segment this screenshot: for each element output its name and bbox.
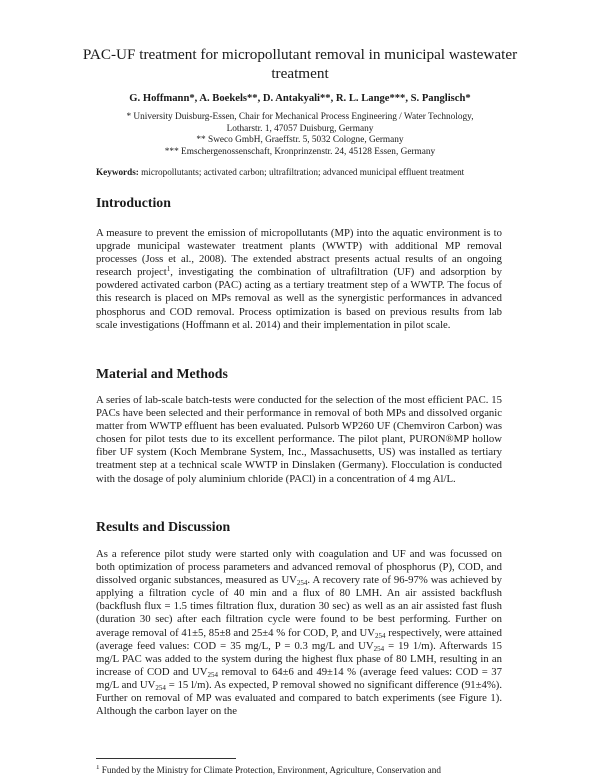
footnote-mark: 1 bbox=[96, 765, 100, 771]
footnote: $^1$ Funded by the Ministry for Climate Protection, Environment, Agriculture, Conservation and bbox=[96, 765, 441, 775]
affiliation-line: ** Sweco GmbH, Graeffstr. 5, 5032 Cologne, Germany bbox=[196, 135, 404, 145]
affiliation-line: * University Duisburg-Essen, Chair for Mechanical Process Engineering / Water Technology, bbox=[126, 112, 474, 122]
affiliation-line: Lotharstr. 1, 47057 Duisburg, Germany bbox=[226, 123, 374, 134]
affiliation-line: *** Emschergenossenschaft, Kronprinzenstr. 24, 45128 Essen, Germany bbox=[164, 146, 436, 157]
author-list: G. Hoffmann*, A. Boekels**, D. Antakyali**, R. L. Lange***, S. Panglisch* bbox=[129, 93, 471, 104]
results-heading: Results and Discussion bbox=[96, 519, 231, 534]
methods-heading: Material and Methods bbox=[96, 366, 228, 381]
results-paragraph: As a reference pilot study were started only with coagulation and UF and was focussed on both optimization of process parameters and advanced removal of phosphorus (P), COD, and dissolved organic substances, measured as $UV_{254}$. A recovery rate of 96-97% was achieved by applying a filtration cycle of 40 min and a flux of 80 LMH. An air assisted backflush (backflush flux = 1.5 times filtration flux, duration 30 sec) as well as an air assisted fast flush (duration 30 sec) after each filtration cycle were found to be best performing. Further on average removal of 41±5, 85±8 and 25±4 % for COD, P, and $UV_{254}$ respectively, were attained (average feed values: COD = 35 mg/L, P = 0.3 mg/L and $UV_{254} = 19$ 1/m). Afterwards 15 mg/L PAC was added to the system during the highest flux phase of 80 LMH, resulting in an increase of COD and $UV_{254}$ removal to 64±6 and 49±14 % (average feed values: COD = 37 mg/L and $UV_{254} = 15$ l/m). As expected, P removal showed no significant difference (91±4%). Further on removal of MP was evaluated and compared to batch experiments (see Figure 1). Although the carbon layer on the bbox=[96, 548, 502, 718]
introduction-paragraph: A measure to prevent the emission of micropollutants (MP) into the aquatic environment is to upgrade municipal wastewater treatment plants (WWTP) with additional MP removal processes (Joss et al., 2008). The extended abstract presents actual results of an ongoing research project$^1$, investigating the combination of ultrafiltration (UF) and adsorption by powdered activated carbon (PAC) acting as a tertiary treatment step of a WWTP. The focus of this research is placed on MPs removal as well as the synergistic performances in advanced phosphorus and COD removal. Process optimization is based on previous results from lab scale investigations (Hoffmann et al. 2014) and their implementation in pilot scale. bbox=[96, 227, 502, 331]
methods-paragraph: A series of lab-scale batch-tests were conducted for the selection of the most efficient PAC. 15 PACs have been selected and their performance in removal of both MPs and dissolved organic matter from WWTP effluent has been evaluated. Pulsorb WP260 UF (Chemviron Carbon) was chosen for pilot tests due to its excellent performance. The pilot plant, PURON®MP hollow fiber UF system (Koch Membrane System, Inc., Massachusetts, US) was installed as tertiary treatment step at a technical scale WWTP in Dinslaken (Germany). Flocculation is conducted with the dosage of poly aluminium chloride (PACl) in a concentration of 4 mg Al/L. bbox=[96, 394, 502, 485]
keywords-label: Keywords: bbox=[96, 167, 139, 177]
paper-title: PAC-UF treatment for micropollutant removal in municipal wastewater treatment bbox=[82, 46, 518, 82]
footnote-divider bbox=[96, 758, 236, 759]
affiliations bbox=[60, 112, 540, 158]
keywords-text: micropollutants; activated carbon; ultrafiltration; advanced municipal effluent treatment bbox=[138, 167, 465, 177]
footnote-ref: 1 bbox=[166, 265, 171, 274]
keywords bbox=[96, 167, 526, 177]
introduction-heading: Introduction bbox=[96, 195, 171, 210]
